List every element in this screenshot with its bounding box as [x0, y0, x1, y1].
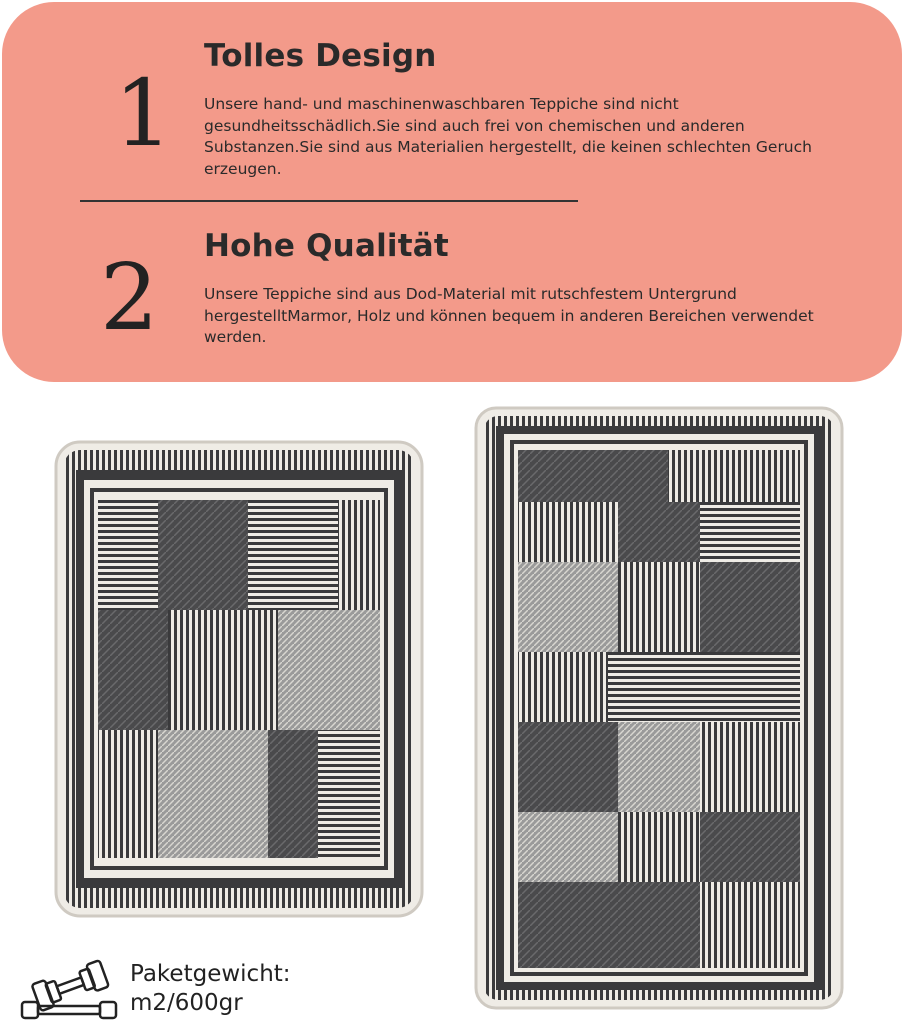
feature-title-1: Tolles Design [204, 38, 437, 74]
package-weight [130, 960, 291, 1018]
package-weight-label: Paketgewicht: [130, 961, 291, 987]
rug-small-image [54, 440, 424, 918]
feature-number-1: 1 [114, 60, 173, 167]
feature-banner [2, 2, 902, 382]
feature-number-2: 2 [100, 244, 159, 351]
rug-large-image [474, 406, 844, 1010]
package-weight-value: m2/600gr [130, 990, 243, 1016]
dumbbell-icon [14, 950, 124, 1020]
feature-title-2: Hohe Qualität [204, 228, 449, 264]
feature-divider [80, 200, 578, 202]
feature-text-2: Unsere Teppiche sind aus Dod-Material mit rutschfestem Untergrund hergestelltMarmor, Holz und können bequem in anderen Bereichen verwendet werden. [204, 285, 814, 346]
feature-text-1: Unsere hand- und maschinenwaschbaren Teppiche sind nicht gesundheitsschädlich.Sie sind auch frei von chemischen und anderen Substanzen.Sie sind aus Materialien hergestellt, die keinen schlechten Geruch erzeugen. [204, 95, 812, 178]
